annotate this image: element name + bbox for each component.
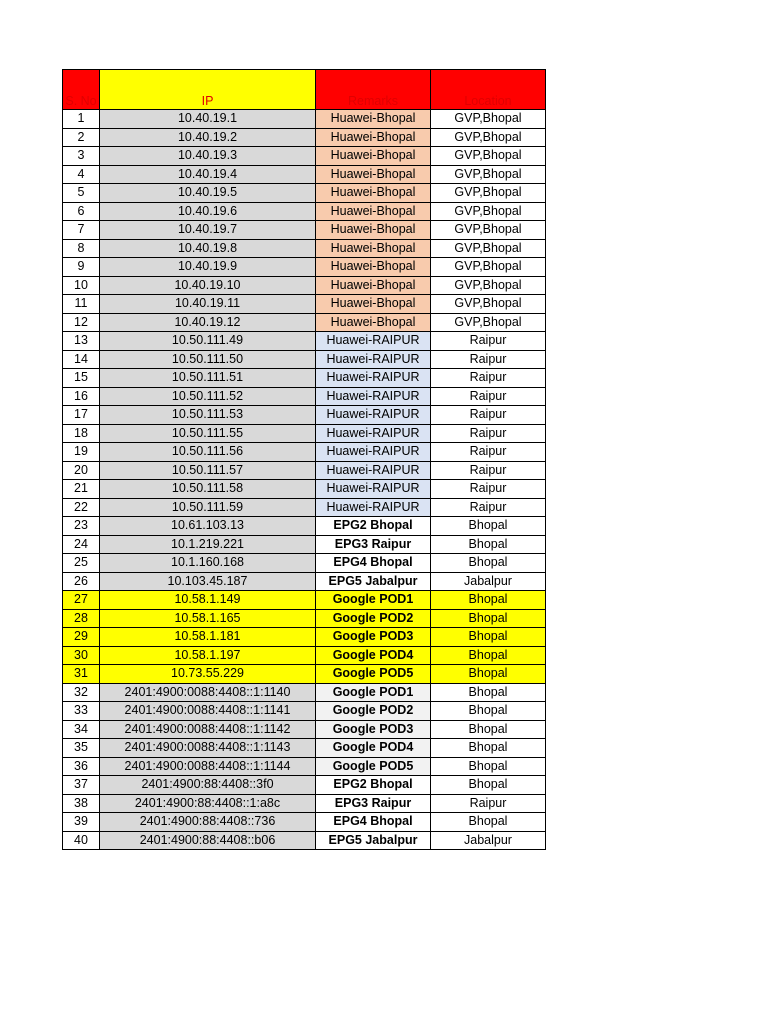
cell-sno[interactable]: 25: [63, 554, 100, 573]
cell-remarks[interactable]: Google POD1: [316, 683, 431, 702]
cell-location[interactable]: GVP,Bhopal: [431, 313, 546, 332]
table-row: [63, 535, 546, 554]
cell-location[interactable]: Raipur: [431, 461, 546, 480]
cell-location[interactable]: Jabalpur: [431, 572, 546, 591]
table-row: [63, 406, 546, 425]
cell-location[interactable]: Bhopal: [431, 813, 546, 832]
cell-remarks[interactable]: EPG5 Jabalpur: [316, 572, 431, 591]
cell-ip[interactable]: 10.40.19.4: [100, 165, 316, 184]
cell-sno[interactable]: 26: [63, 572, 100, 591]
cell-remarks[interactable]: Huawei-Bhopal: [316, 239, 431, 258]
cell-ip[interactable]: 10.50.111.58: [100, 480, 316, 499]
table-row: [63, 831, 546, 850]
cell-remarks[interactable]: Huawei-Bhopal: [316, 313, 431, 332]
cell-ip[interactable]: 10.40.19.11: [100, 295, 316, 314]
table-row: [63, 313, 546, 332]
cell-sno[interactable]: 34: [63, 720, 100, 739]
cell-sno[interactable]: 9: [63, 258, 100, 277]
cell-ip[interactable]: 10.50.111.50: [100, 350, 316, 369]
cell-remarks[interactable]: Google POD2: [316, 702, 431, 721]
cell-sno[interactable]: 35: [63, 739, 100, 758]
table-row: [63, 110, 546, 129]
cell-location[interactable]: GVP,Bhopal: [431, 221, 546, 240]
cell-ip[interactable]: 10.50.111.57: [100, 461, 316, 480]
cell-sno[interactable]: 6: [63, 202, 100, 221]
cell-location[interactable]: Bhopal: [431, 554, 546, 573]
cell-sno[interactable]: 20: [63, 461, 100, 480]
table-row: [63, 128, 546, 147]
table-row: [63, 517, 546, 536]
table-row: [63, 221, 546, 240]
cell-ip[interactable]: 10.58.1.197: [100, 646, 316, 665]
cell-location[interactable]: Raipur: [431, 443, 546, 462]
table-row: [63, 461, 546, 480]
cell-remarks[interactable]: Google POD4: [316, 646, 431, 665]
cell-location[interactable]: Bhopal: [431, 665, 546, 684]
cell-ip[interactable]: 2401:4900:0088:4408::1:1141: [100, 702, 316, 721]
cell-sno[interactable]: 17: [63, 406, 100, 425]
cell-sno[interactable]: 10: [63, 276, 100, 295]
cell-sno[interactable]: 15: [63, 369, 100, 388]
cell-location[interactable]: Raipur: [431, 406, 546, 425]
cell-sno[interactable]: 31: [63, 665, 100, 684]
table-row: [63, 776, 546, 795]
cell-sno[interactable]: 8: [63, 239, 100, 258]
cell-ip[interactable]: 10.103.45.187: [100, 572, 316, 591]
cell-remarks[interactable]: Huawei-RAIPUR: [316, 498, 431, 517]
cell-ip[interactable]: 10.73.55.229: [100, 665, 316, 684]
cell-remarks[interactable]: Huawei-RAIPUR: [316, 480, 431, 499]
cell-remarks[interactable]: EPG4 Bhopal: [316, 554, 431, 573]
cell-sno[interactable]: 13: [63, 332, 100, 351]
cell-remarks[interactable]: Huawei-Bhopal: [316, 184, 431, 203]
cell-location[interactable]: GVP,Bhopal: [431, 239, 546, 258]
cell-ip[interactable]: 10.50.111.52: [100, 387, 316, 406]
cell-remarks[interactable]: Huawei-RAIPUR: [316, 350, 431, 369]
cell-sno[interactable]: 3: [63, 147, 100, 166]
cell-remarks[interactable]: Huawei-RAIPUR: [316, 443, 431, 462]
cell-ip[interactable]: 2401:4900:0088:4408::1:1144: [100, 757, 316, 776]
cell-sno[interactable]: 2: [63, 128, 100, 147]
table-row: [63, 683, 546, 702]
cell-ip[interactable]: 2401:4900:88:4408::3f0: [100, 776, 316, 795]
table-row: [63, 702, 546, 721]
cell-remarks[interactable]: Huawei-Bhopal: [316, 258, 431, 277]
header-row: [63, 70, 546, 110]
cell-ip[interactable]: 10.40.19.10: [100, 276, 316, 295]
cell-remarks[interactable]: Huawei-RAIPUR: [316, 369, 431, 388]
cell-location[interactable]: Raipur: [431, 350, 546, 369]
cell-location[interactable]: GVP,Bhopal: [431, 202, 546, 221]
cell-sno[interactable]: 27: [63, 591, 100, 610]
cell-sno[interactable]: 22: [63, 498, 100, 517]
cell-location[interactable]: Bhopal: [431, 646, 546, 665]
cell-ip[interactable]: 10.40.19.3: [100, 147, 316, 166]
table-row: [63, 720, 546, 739]
cell-sno[interactable]: 4: [63, 165, 100, 184]
cell-ip[interactable]: 10.40.19.5: [100, 184, 316, 203]
table-row: [63, 276, 546, 295]
cell-location[interactable]: GVP,Bhopal: [431, 295, 546, 314]
table-row: [63, 628, 546, 647]
cell-ip[interactable]: 2401:4900:88:4408::b06: [100, 831, 316, 850]
cell-ip[interactable]: 10.58.1.181: [100, 628, 316, 647]
cell-remarks[interactable]: EPG4 Bhopal: [316, 813, 431, 832]
table-row: [63, 794, 546, 813]
table-row: [63, 757, 546, 776]
cell-ip[interactable]: 10.58.1.149: [100, 591, 316, 610]
cell-remarks[interactable]: EPG3 Raipur: [316, 535, 431, 554]
cell-location[interactable]: GVP,Bhopal: [431, 147, 546, 166]
table-row: [63, 369, 546, 388]
table-row: [63, 480, 546, 499]
cell-ip[interactable]: 10.40.19.1: [100, 110, 316, 129]
cell-ip[interactable]: 10.50.111.51: [100, 369, 316, 388]
cell-sno[interactable]: 7: [63, 221, 100, 240]
cell-sno[interactable]: 29: [63, 628, 100, 647]
cell-remarks[interactable]: Huawei-Bhopal: [316, 110, 431, 129]
cell-remarks[interactable]: Huawei-Bhopal: [316, 128, 431, 147]
cell-remarks[interactable]: EPG2 Bhopal: [316, 517, 431, 536]
cell-ip[interactable]: 10.58.1.165: [100, 609, 316, 628]
cell-sno[interactable]: 28: [63, 609, 100, 628]
cell-location[interactable]: Raipur: [431, 794, 546, 813]
cell-remarks[interactable]: Huawei-RAIPUR: [316, 406, 431, 425]
cell-ip[interactable]: 2401:4900:88:4408::1:a8c: [100, 794, 316, 813]
ip-address-table: [62, 69, 546, 850]
table-row: [63, 239, 546, 258]
cell-ip[interactable]: 10.1.219.221: [100, 535, 316, 554]
cell-sno[interactable]: 38: [63, 794, 100, 813]
cell-remarks[interactable]: Huawei-Bhopal: [316, 202, 431, 221]
cell-location[interactable]: Bhopal: [431, 535, 546, 554]
cell-ip[interactable]: 10.50.111.59: [100, 498, 316, 517]
table-row: [63, 739, 546, 758]
cell-remarks[interactable]: EPG5 Jabalpur: [316, 831, 431, 850]
cell-remarks[interactable]: Google POD1: [316, 591, 431, 610]
cell-remarks[interactable]: Huawei-RAIPUR: [316, 424, 431, 443]
cell-ip[interactable]: 10.50.111.56: [100, 443, 316, 462]
cell-location[interactable]: Raipur: [431, 387, 546, 406]
cell-location[interactable]: GVP,Bhopal: [431, 184, 546, 203]
cell-location[interactable]: Bhopal: [431, 517, 546, 536]
cell-location[interactable]: Raipur: [431, 332, 546, 351]
cell-sno[interactable]: 5: [63, 184, 100, 203]
cell-remarks[interactable]: Huawei-Bhopal: [316, 147, 431, 166]
cell-ip[interactable]: 10.50.111.53: [100, 406, 316, 425]
cell-remarks[interactable]: Huawei-RAIPUR: [316, 332, 431, 351]
cell-ip[interactable]: 10.50.111.55: [100, 424, 316, 443]
table-row: [63, 424, 546, 443]
table-row: [63, 350, 546, 369]
cell-location[interactable]: Raipur: [431, 369, 546, 388]
cell-sno[interactable]: 36: [63, 757, 100, 776]
table-row: [63, 646, 546, 665]
cell-remarks[interactable]: Google POD5: [316, 665, 431, 684]
cell-location[interactable]: Bhopal: [431, 702, 546, 721]
table-row: [63, 258, 546, 277]
cell-sno[interactable]: 30: [63, 646, 100, 665]
table-row: [63, 295, 546, 314]
table-row: [63, 665, 546, 684]
cell-remarks[interactable]: Google POD3: [316, 628, 431, 647]
cell-location[interactable]: Bhopal: [431, 609, 546, 628]
cell-sno[interactable]: 32: [63, 683, 100, 702]
cell-sno[interactable]: 33: [63, 702, 100, 721]
table-row: [63, 591, 546, 610]
cell-sno[interactable]: 37: [63, 776, 100, 795]
cell-remarks[interactable]: Huawei-Bhopal: [316, 295, 431, 314]
table-row: [63, 443, 546, 462]
cell-sno[interactable]: 14: [63, 350, 100, 369]
cell-remarks[interactable]: Huawei-RAIPUR: [316, 387, 431, 406]
cell-remarks[interactable]: Google POD3: [316, 720, 431, 739]
header-remarks[interactable]: Remarks: [316, 70, 431, 110]
cell-remarks[interactable]: Huawei-Bhopal: [316, 276, 431, 295]
cell-remarks[interactable]: EPG2 Bhopal: [316, 776, 431, 795]
cell-sno[interactable]: 18: [63, 424, 100, 443]
cell-location[interactable]: GVP,Bhopal: [431, 165, 546, 184]
table-row: [63, 609, 546, 628]
cell-ip[interactable]: 10.40.19.8: [100, 239, 316, 258]
cell-ip[interactable]: 2401:4900:0088:4408::1:1142: [100, 720, 316, 739]
cell-sno[interactable]: 16: [63, 387, 100, 406]
cell-location[interactable]: Bhopal: [431, 720, 546, 739]
cell-sno[interactable]: 23: [63, 517, 100, 536]
cell-location[interactable]: Bhopal: [431, 628, 546, 647]
table-row: [63, 813, 546, 832]
cell-ip[interactable]: 10.50.111.49: [100, 332, 316, 351]
cell-location[interactable]: GVP,Bhopal: [431, 258, 546, 277]
cell-location[interactable]: Raipur: [431, 424, 546, 443]
cell-remarks[interactable]: EPG3 Raipur: [316, 794, 431, 813]
cell-ip[interactable]: 10.40.19.7: [100, 221, 316, 240]
cell-ip[interactable]: 10.1.160.168: [100, 554, 316, 573]
cell-ip[interactable]: 10.61.103.13: [100, 517, 316, 536]
table-row: [63, 387, 546, 406]
cell-ip[interactable]: 2401:4900:0088:4408::1:1140: [100, 683, 316, 702]
header-ip[interactable]: IP: [100, 70, 316, 110]
cell-location[interactable]: GVP,Bhopal: [431, 110, 546, 129]
cell-location[interactable]: Bhopal: [431, 739, 546, 758]
cell-ip[interactable]: 10.40.19.2: [100, 128, 316, 147]
cell-sno[interactable]: 24: [63, 535, 100, 554]
cell-sno[interactable]: 39: [63, 813, 100, 832]
cell-sno[interactable]: 1: [63, 110, 100, 129]
cell-ip[interactable]: 2401:4900:88:4408::736: [100, 813, 316, 832]
cell-location[interactable]: GVP,Bhopal: [431, 276, 546, 295]
cell-ip[interactable]: 10.40.19.9: [100, 258, 316, 277]
cell-remarks[interactable]: Huawei-Bhopal: [316, 165, 431, 184]
table-row: [63, 202, 546, 221]
cell-location[interactable]: Bhopal: [431, 776, 546, 795]
table-row: [63, 498, 546, 517]
cell-sno[interactable]: 19: [63, 443, 100, 462]
cell-location[interactable]: Raipur: [431, 480, 546, 499]
cell-location[interactable]: Bhopal: [431, 683, 546, 702]
table-body: [63, 110, 546, 850]
cell-remarks[interactable]: Huawei-Bhopal: [316, 221, 431, 240]
cell-remarks[interactable]: Google POD2: [316, 609, 431, 628]
table-row: [63, 554, 546, 573]
table-row: [63, 332, 546, 351]
table-row: [63, 184, 546, 203]
cell-remarks[interactable]: Google POD5: [316, 757, 431, 776]
cell-remarks[interactable]: Huawei-RAIPUR: [316, 461, 431, 480]
cell-location[interactable]: Bhopal: [431, 757, 546, 776]
cell-remarks[interactable]: Google POD4: [316, 739, 431, 758]
header-location[interactable]: Location: [431, 70, 546, 110]
header-sno[interactable]: S. No: [63, 70, 100, 110]
cell-location[interactable]: GVP,Bhopal: [431, 128, 546, 147]
table-row: [63, 147, 546, 166]
table-row: [63, 165, 546, 184]
cell-sno[interactable]: 40: [63, 831, 100, 850]
cell-location[interactable]: Raipur: [431, 498, 546, 517]
cell-sno[interactable]: 11: [63, 295, 100, 314]
cell-sno[interactable]: 12: [63, 313, 100, 332]
cell-location[interactable]: Jabalpur: [431, 831, 546, 850]
cell-ip[interactable]: 10.40.19.12: [100, 313, 316, 332]
cell-sno[interactable]: 21: [63, 480, 100, 499]
cell-ip[interactable]: 2401:4900:0088:4408::1:1143: [100, 739, 316, 758]
table-row: [63, 572, 546, 591]
cell-location[interactable]: Bhopal: [431, 591, 546, 610]
cell-ip[interactable]: 10.40.19.6: [100, 202, 316, 221]
